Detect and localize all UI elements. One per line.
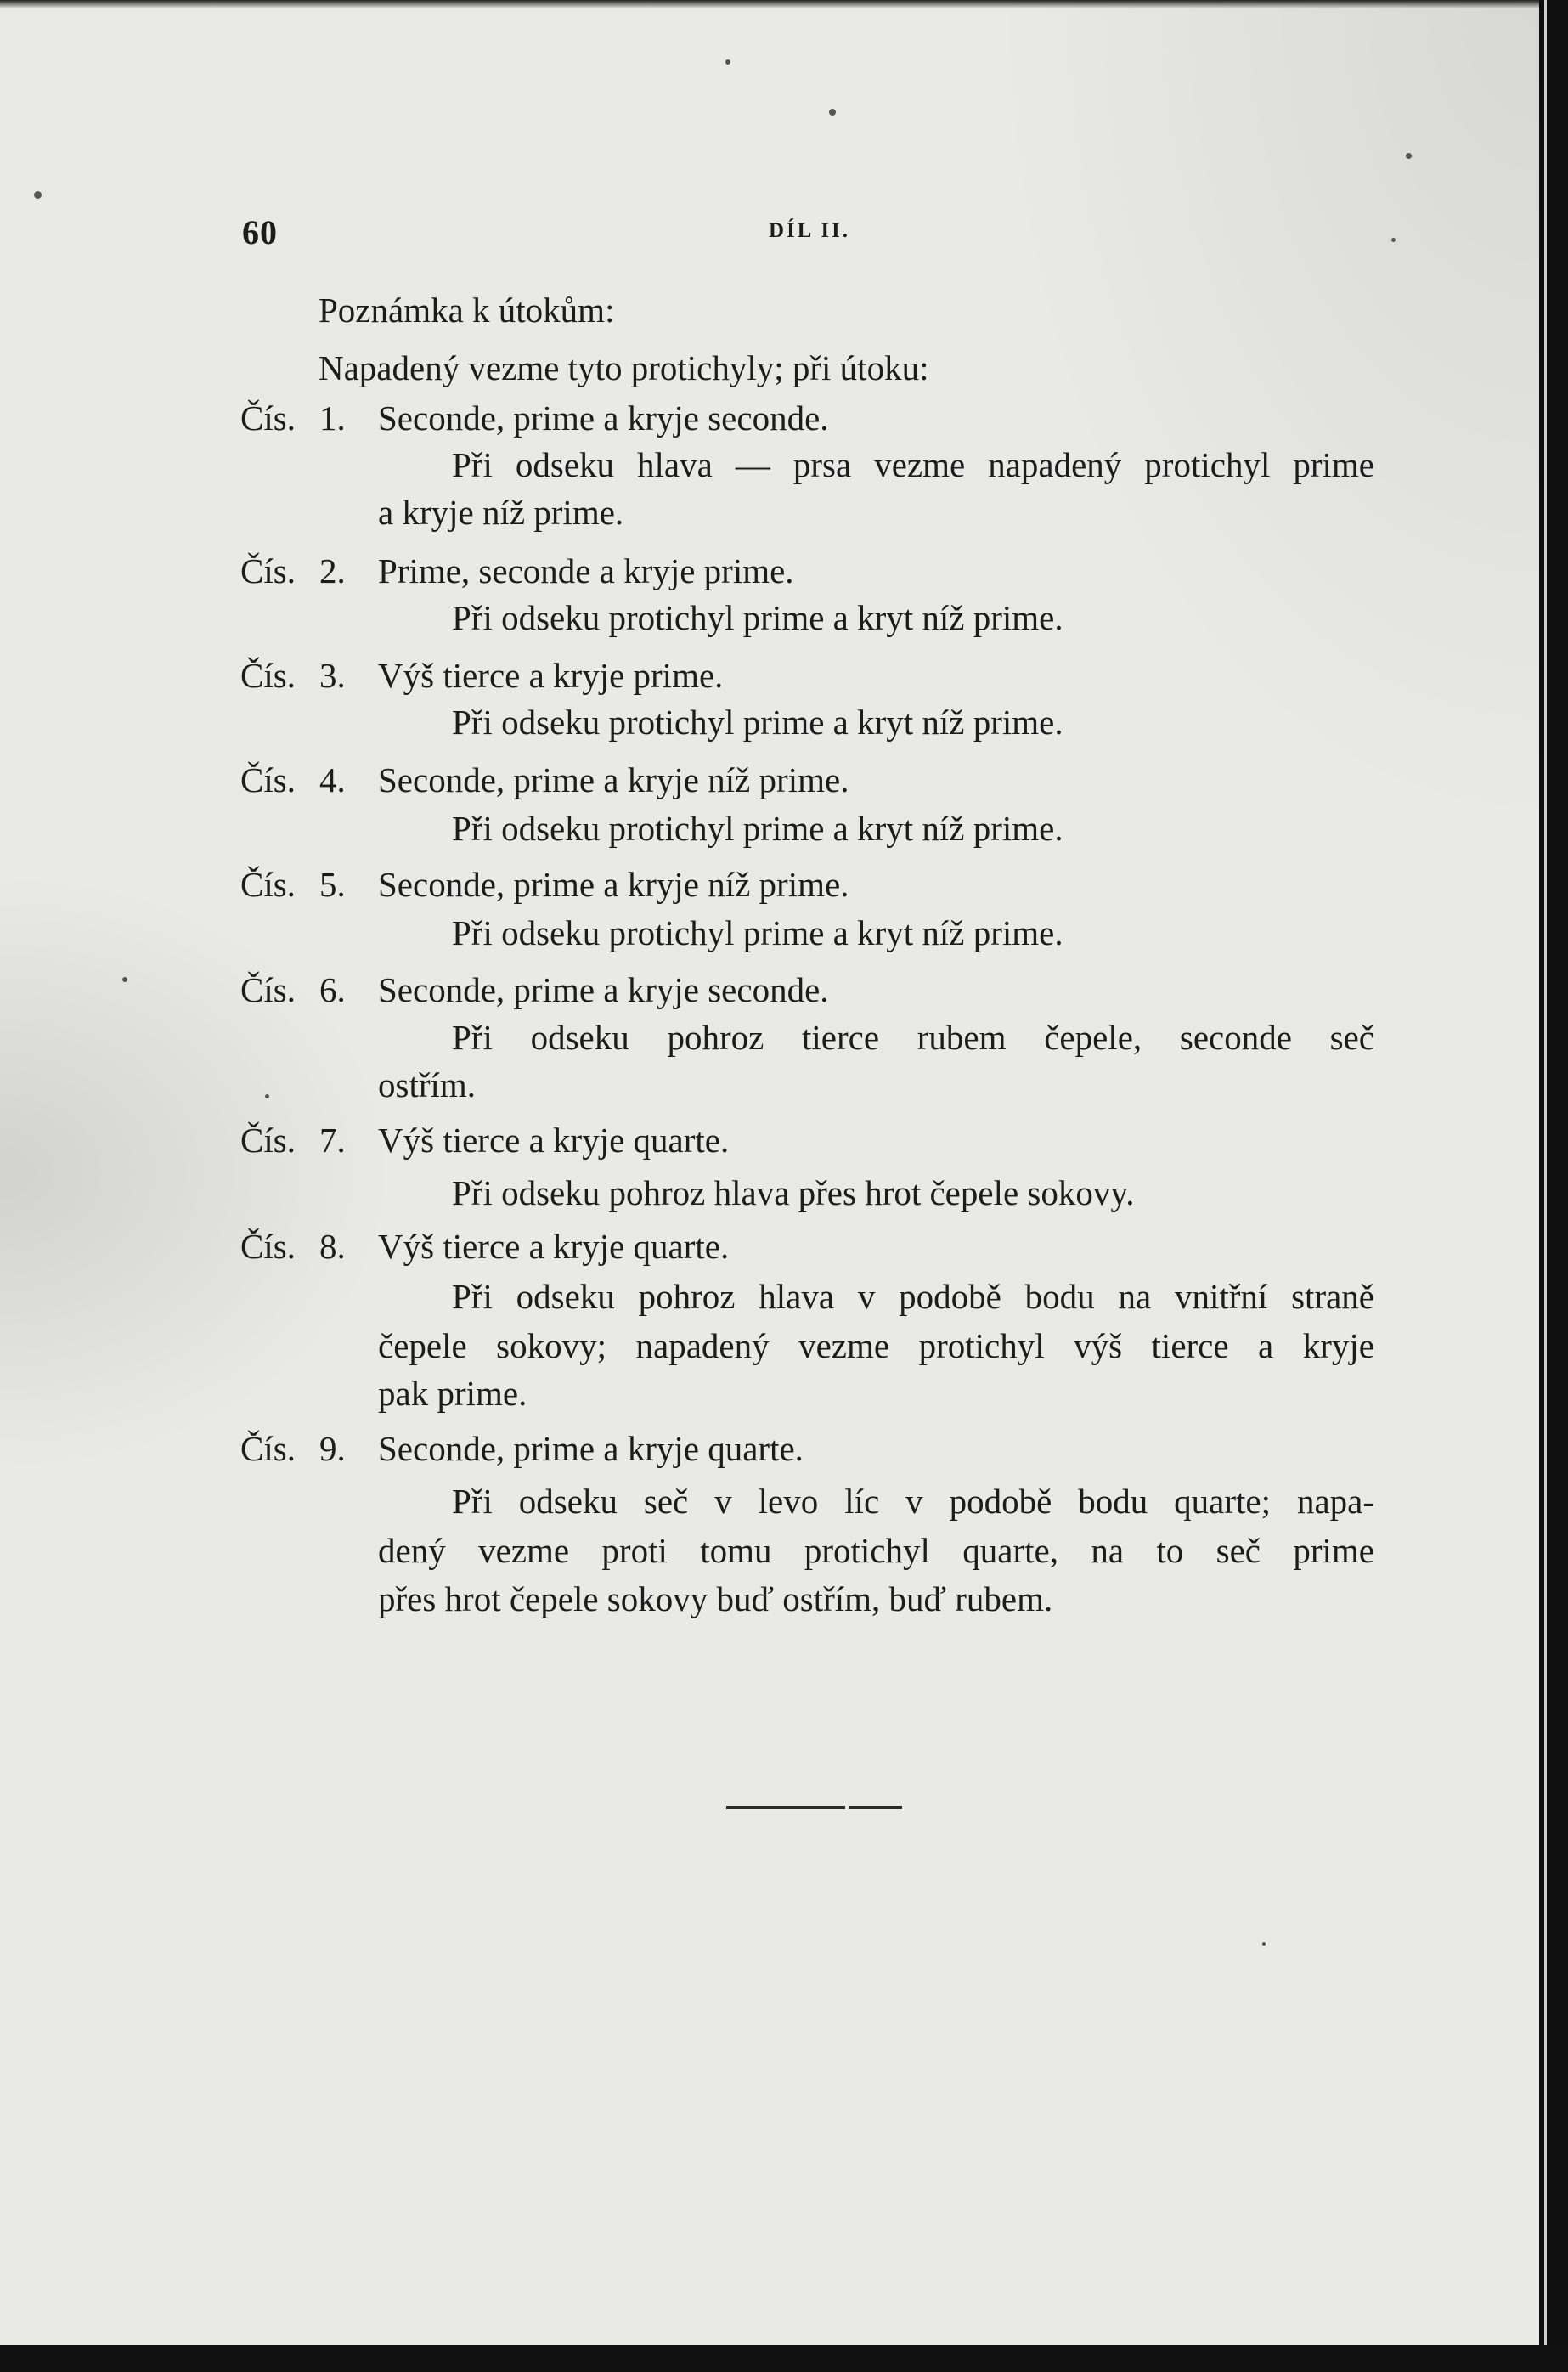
item-text: Výš tierce a kryje quarte. xyxy=(378,1121,730,1160)
item-number: 6. xyxy=(319,970,346,1009)
item-detail-line: Při odseku seč v levo líc v podobě bodu quarte; napa- xyxy=(452,1482,1374,1521)
item-detail-line: pak prime. xyxy=(378,1374,527,1413)
scan-speck xyxy=(1262,1942,1266,1946)
item-number: 7. xyxy=(319,1121,346,1160)
item-detail-line: Při odseku hlava — prsa vezme napadený protichyl prime xyxy=(452,445,1374,484)
item-number: 8. xyxy=(319,1227,346,1266)
scan-speck xyxy=(265,1094,269,1098)
item-detail-line: dený vezme proti tomu protichyl quarte, na to seč prime xyxy=(378,1531,1374,1570)
item-detail-line: Při odseku protichyl prime a kryt níž prime. xyxy=(452,703,1063,742)
item-detail-line: a kryje níž prime. xyxy=(378,493,624,532)
item-number: 3. xyxy=(319,656,346,695)
item-label-cis: Čís. xyxy=(240,760,296,799)
item-detail-line: Při odseku protichyl prime a kryt níž prime. xyxy=(452,598,1063,637)
item-text: Prime, seconde a kryje prime. xyxy=(378,551,794,590)
end-rule-left xyxy=(726,1806,845,1809)
item-text: Seconde, prime a kryje quarte. xyxy=(378,1429,804,1468)
scan-speck xyxy=(1391,238,1396,242)
item-detail-line: Při odseku pohroz hlava v podobě bodu na vnitřní straně xyxy=(452,1277,1374,1316)
item-detail-line: čepele sokovy; napadený vezme protichyl výš tierce a kryje xyxy=(378,1326,1374,1365)
item-label-cis: Čís. xyxy=(240,656,296,695)
top-edge-shadow xyxy=(0,0,1539,8)
item-text: Seconde, prime a kryje níž prime. xyxy=(378,865,849,904)
scan-speck xyxy=(725,59,730,65)
item-text: Seconde, prime a kryje seconde. xyxy=(378,970,829,1009)
item-detail-line: Při odseku pohroz hlava přes hrot čepele sokovy. xyxy=(452,1173,1135,1212)
item-number: 1. xyxy=(319,398,346,438)
item-label-cis: Čís. xyxy=(240,1121,296,1160)
item-detail-line: ostřím. xyxy=(378,1065,477,1104)
scan-speck xyxy=(122,977,127,982)
end-rule-right xyxy=(849,1806,902,1809)
item-label-cis: Čís. xyxy=(240,398,296,438)
item-detail-line: Při odseku protichyl prime a kryt níž prime. xyxy=(452,809,1063,848)
bottom-page-edge xyxy=(0,2345,1568,2372)
item-detail-line: Při odseku protichyl prime a kryt níž prime. xyxy=(452,913,1063,952)
item-label-cis: Čís. xyxy=(240,1429,296,1468)
scan-speck xyxy=(829,109,836,116)
item-detail-line: Při odseku pohroz tierce rubem čepele, seconde seč xyxy=(452,1018,1374,1057)
right-page-edge xyxy=(1539,0,1568,2372)
item-text: Výš tierce a kryje quarte. xyxy=(378,1227,730,1266)
item-label-cis: Čís. xyxy=(240,865,296,904)
item-number: 9. xyxy=(319,1429,346,1468)
scan-speck xyxy=(1406,153,1412,159)
item-number: 2. xyxy=(319,551,346,590)
running-head: DÍL II. xyxy=(769,219,851,242)
page-number: 60 xyxy=(242,213,278,251)
item-number: 5. xyxy=(319,865,346,904)
item-text: Výš tierce a kryje prime. xyxy=(378,656,724,695)
item-detail-line: přes hrot čepele sokovy buď ostřím, buď rubem. xyxy=(378,1579,1053,1618)
item-label-cis: Čís. xyxy=(240,1227,296,1266)
item-number: 4. xyxy=(319,760,346,799)
item-label-cis: Čís. xyxy=(240,551,296,590)
scan-speck xyxy=(34,191,42,199)
item-text: Seconde, prime a kryje níž prime. xyxy=(378,760,849,799)
note-intro: Napadený vezme tyto protichyly; při útoku: xyxy=(319,348,929,387)
note-heading: Poznámka k útokům: xyxy=(319,291,615,330)
item-label-cis: Čís. xyxy=(240,970,296,1009)
item-text: Seconde, prime a kryje seconde. xyxy=(378,398,829,438)
